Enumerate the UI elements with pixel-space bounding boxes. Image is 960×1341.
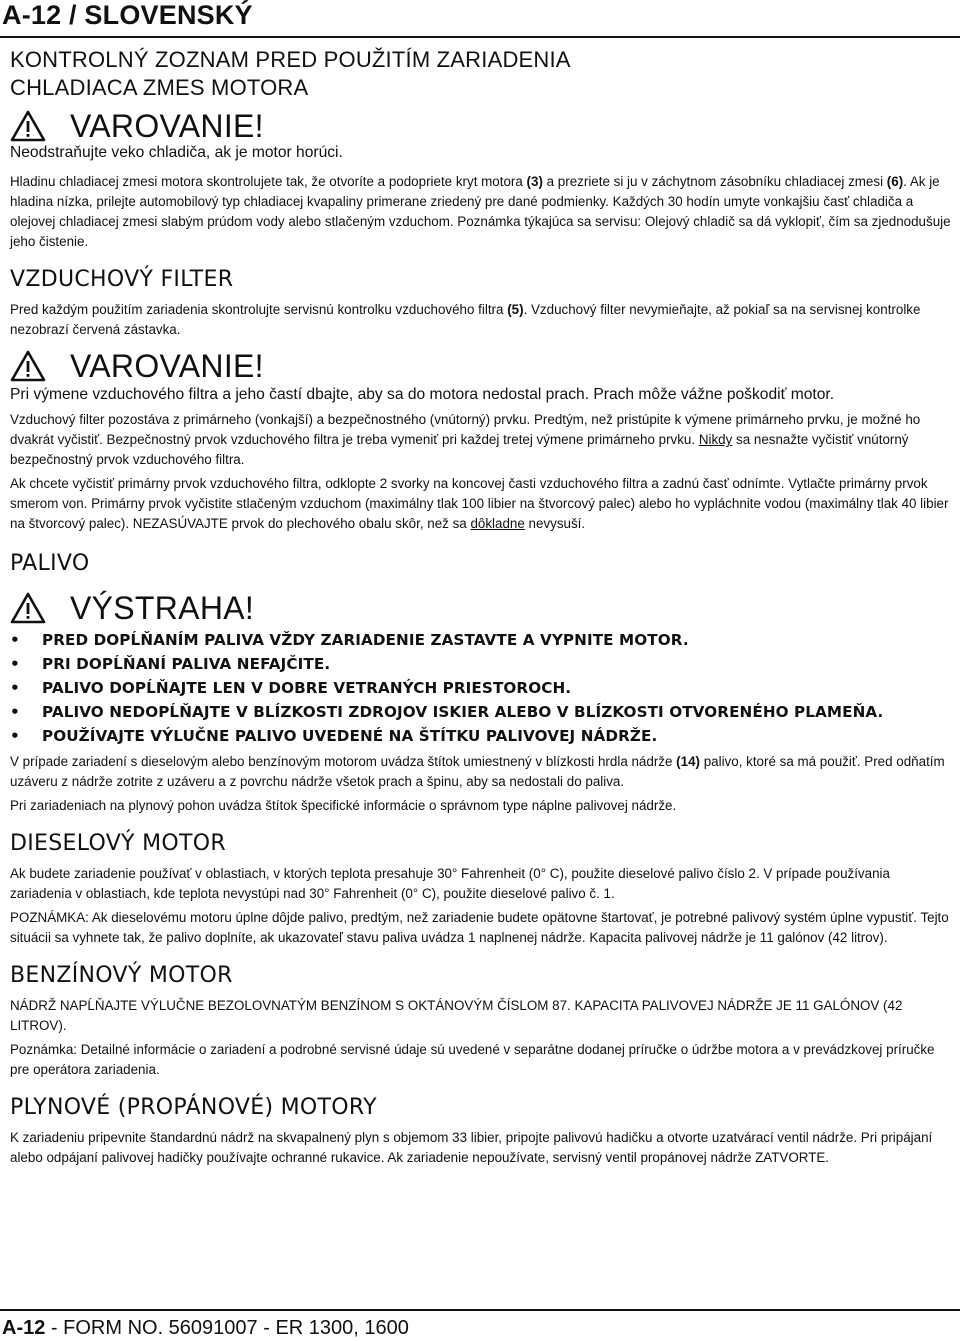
warning-heading: VAROVANIE! xyxy=(70,108,264,144)
warning-triangle-icon xyxy=(10,592,46,624)
warning-heading: VÝSTRAHA! xyxy=(70,590,255,626)
list-item: • POUŽÍVAJTE VÝLUČNE PALIVO UVEDENÉ NA ŠTÍTKU PALIVOVEJ NÁDRŽE. xyxy=(10,724,955,748)
list-item: • PALIVO NEDOPĹŇAJTE V BLÍZKOSTI ZDROJOV ISKIER ALEBO V BLÍZKOSTI OTVORENÉHO PLAMEŇA. xyxy=(10,700,955,724)
fuel-paragraph: V prípade zariadení s dieselovým alebo benzínovým motorom uvádza štítok umiestnený v blízkosti hrdla nádrže (14) palivo, ktoré sa má použiť. Pred odňatím uzáveru z nádrže zotrite z uzáveru a z povrchu nádrže všetok prach a špinu, aby sa nedostali do paliva. xyxy=(10,754,945,789)
page-footer xyxy=(2,1316,409,1340)
footer-divider xyxy=(0,1309,960,1311)
air-filter-elements-paragraph: Vzduchový filter pozostáva z primárneho (vonkajší) a bezpečnostného (vnútorný) prvku. Predtým, než pristúpite k výmene primárneho prvku, je možné ho dvakrát vyčistiť. Bezpečnostný prvok vzduchového filtra je treba vymeniť pri každej tretej výmene primárneho prvku. Nikdy sa nesnažte vyčistiť vnútorný bezpečnostný prvok vzduchového filtra. xyxy=(10,412,921,467)
coolant-warning-text: Neodstraňujte veko chladiča, ak je motor horúci. xyxy=(10,144,343,161)
gasoline-paragraph: NÁDRŽ NAPĹŇAJTE VÝLUČNE BEZOLOVNATÝM BENZÍNOM S OKTÁNOVÝM ČÍSLOM 87. KAPACITA PALIVOVEJ NÁDRŽE JE 11 GALÓNOV (42 LITROV). xyxy=(10,998,903,1033)
air-filter-warning-text: Pri výmene vzduchového filtra a jeho častí dbajte, aby sa do motora nedostal prach. Prach môže vážne poškodiť motor. xyxy=(10,386,835,403)
fuel-warning xyxy=(10,590,955,626)
air-filter-paragraph: Pred každým použitím zariadenia skontrolujte servisnú kontrolku vzduchového filtra (5). Vzduchový filter nevymieňajte, až pokiaľ sa na servisnej kontrolke nezobrazí červená zástavka. xyxy=(10,302,921,337)
fuel-safety-list xyxy=(10,628,955,748)
lpg-title: PLYNOVÉ (PROPÁNOVÉ) MOTORY xyxy=(10,1095,377,1120)
air-filter-warning xyxy=(10,348,955,384)
air-filter-title: VZDUCHOVÝ FILTER xyxy=(10,267,234,292)
header-divider xyxy=(0,36,960,38)
warning-heading: VAROVANIE! xyxy=(70,348,264,384)
document-body xyxy=(10,46,955,1168)
diesel-paragraph: Ak budete zariadenie používať v oblastiach, v ktorých teplota presahuje 30° Fahrenheit (0° C), použite dieselové palivo číslo 2. V prípade používania zariadenia v oblastiach, kde teplota nevystúpi nad 30° Fahrenheit (0° C), použite dieselové palivo č. 1. xyxy=(10,866,890,901)
checklist-title: KONTROLNÝ ZOZNAM PRED POUŽITÍM ZARIADENIA xyxy=(10,47,571,72)
gasoline-note: Poznámka: Detailné informácie o zariadení a podrobné servisné údaje sú uvedené v separátne dodanej príručke o údržbe motora a v prevádzkovej príručke pre operátora zariadenia. xyxy=(10,1042,935,1077)
list-item: • PRED DOPĹŇANÍM PALIVA VŽDY ZARIADENIE ZASTAVTE A VYPNITE MOTOR. xyxy=(10,628,955,652)
warning-triangle-icon xyxy=(10,110,46,142)
diesel-title: DIESELOVÝ MOTOR xyxy=(10,831,226,856)
gasoline-title: BENZÍNOVÝ MOTOR xyxy=(10,963,233,988)
coolant-paragraph: Hladinu chladiacej zmesi motora skontrolujete tak, že otvoríte a podopriete kryt motora (3) a prezriete si ju v záchytnom zásobníku chladiacej zmesi (6). Ak je hladina nízka, prilejte automobilový typ chladiacej kvapaliny primerane zriedený pre dané podmienky. Každých 30 hodín umyte vonkajšiu časť chladiča a olejovej chladiacej zmesi slabým prúdom vody alebo stlačeným vzduchom. Poznámka týkajúca sa servisu: Olejový chladič sa dá vyklopiť, čím sa zjednodušuje jeho čistenie. xyxy=(10,174,951,249)
list-item: • PRI DOPĹŇANÍ PALIVA NEFAJČITE. xyxy=(10,652,955,676)
coolant-title: CHLADIACA ZMES MOTORA xyxy=(10,75,309,100)
warning-triangle-icon xyxy=(10,350,46,382)
list-item: • PALIVO DOPĹŇAJTE LEN V DOBRE VETRANÝCH PRIESTOROCH. xyxy=(10,676,955,700)
lpg-paragraph: K zariadeniu pripevnite štandardnú nádrž na skvapalnený plyn s objemom 33 libier, pripojte palivovú hadičku a otvorte uzatvárací ventil nádrže. Pri pripájaní alebo odpájaní palivovej hadičky používajte ochranné rukavice. Ak zariadenie nepoužívate, servisný ventil propánovej nádrže ZATVORTE. xyxy=(10,1130,933,1165)
coolant-warning xyxy=(10,108,955,144)
air-filter-cleaning-paragraph: Ak chcete vyčistiť primárny prvok vzduchového filtra, odklopte 2 svorky na koncovej časti vzduchového filtra a zadnú časť odnímte. Vytlačte primárny prvok smerom von. Primárny prvok vyčistite stlačeným vzduchom (maximálny tlak 100 libier na štvorcový palec) alebo ho vypláchnite vodou (maximálny tlak 40 libier na štvorcový palec). NEZASÚVAJTE prvok do plechového obalu skôr, než sa dôkladne nevysuší. xyxy=(10,476,949,531)
page-header-title: A-12 / SLOVENSKÝ xyxy=(2,0,253,30)
footer-form-number: - FORM NO. 56091007 - ER 1300, 1600 xyxy=(45,1317,409,1339)
footer-page-number: A-12 xyxy=(2,1317,46,1339)
diesel-note: POZNÁMKA: Ak dieselovému motoru úplne dôjde palivo, predtým, než zariadenie budete opätovne štartovať, je potrebné palivový systém úplne vypustiť. Tejto situácii sa vyhnete tak, že palivo doplníte, ak ukazovateľ stavu paliva uvádza 1 naplnenej nádrže. Kapacita palivovej nádrže je 11 galónov (42 litrov). xyxy=(10,910,949,945)
fuel-title: PALIVO xyxy=(10,551,90,576)
fuel-gas-paragraph: Pri zariadeniach na plynový pohon uvádza štítok špecifické informácie o správnom type náplne palivovej nádrže. xyxy=(10,798,677,813)
